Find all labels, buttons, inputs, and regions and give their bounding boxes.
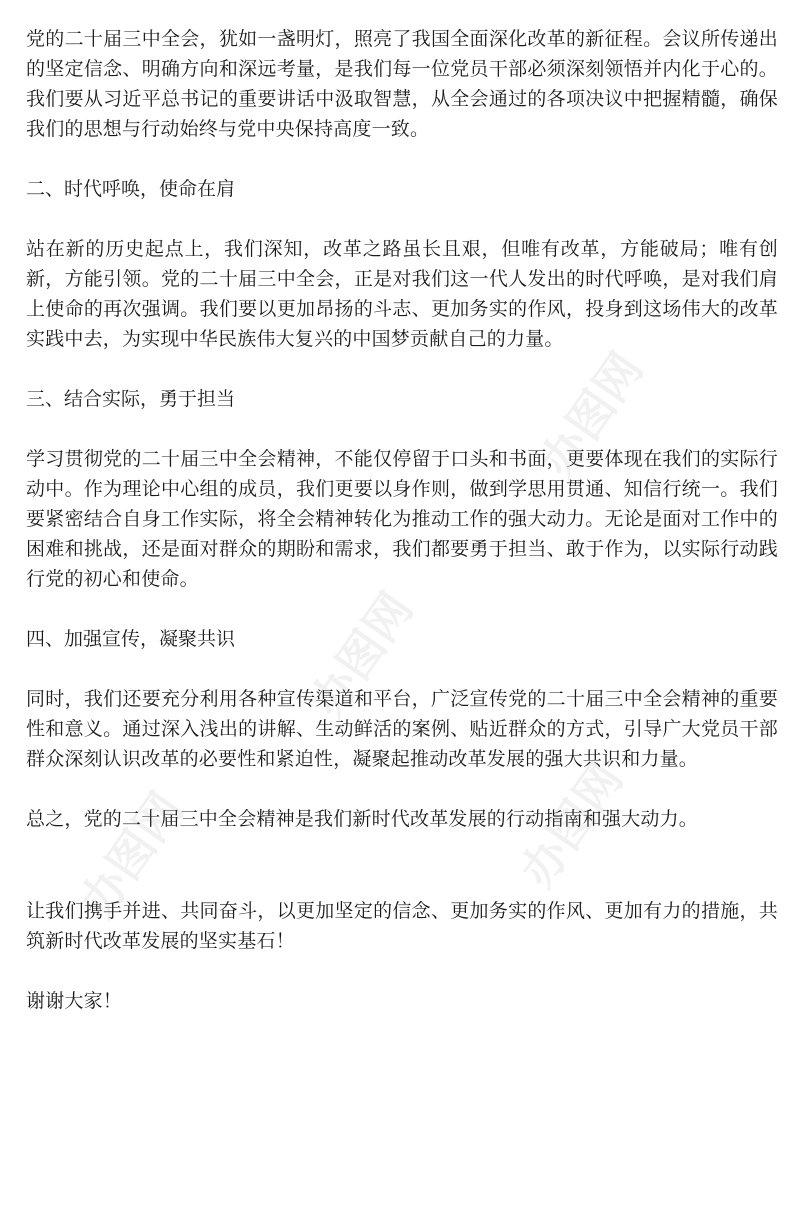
paragraph-closing: 让我们携手并进、共同奋斗，以更加坚定的信念、更加务实的作风、更加有力的措施，共筑新时代改革发展的坚实基石！	[26, 900, 778, 952]
paragraph-thanks: 谢谢大家！	[26, 990, 123, 1012]
paragraph-intro: 党的二十届三中全会，犹如一盏明灯，照亮了我国全面深化改革的新征程。会议所传递出的坚定信念、明确方向和深远考量，是我们每一位党员干部必须深刻领悟并内化于心的。我们要从习近平总书记的重要讲话中汲取智慧，从全会通过的各项决议中把握精髓，确保我们的思想与行动始终与党中央保持高度一致。	[26, 28, 778, 140]
section-heading-2: 二、时代呼唤，使命在肩	[26, 178, 236, 200]
document-body	[26, 24, 778, 1016]
watermark-text: 办图网	[529, 342, 654, 487]
watermark-text: 办图网	[299, 582, 424, 727]
paragraph-section-4: 同时，我们还要充分利用各种宣传渠道和平台，广泛宣传党的二十届三中全会精神的重要性和意义。通过深入浅出的讲解、生动鲜活的案例、贴近群众的方式，引导广大党员干部群众深刻认识改革的必要性和紧迫性，凝聚起推动改革发展的强大共识和力量。	[26, 688, 778, 770]
paragraph-section-3: 学习贯彻党的二十届三中全会精神，不能仅停留于口头和书面，更要体现在我们的实际行动中。作为理论中心组的成员，我们更要以身作则，做到学思用贯通、知信行统一。我们要紧密结合自身工作实际，将全会精神转化为推动工作的强大动力。无论是面对工作中的困难和挑战，还是面对群众的期盼和需求，我们都要勇于担当、敢于作为，以实际行动践行党的初心和使命。	[26, 448, 778, 590]
paragraph-section-2: 站在新的历史起点上，我们深知，改革之路虽长且艰，但唯有改革，方能破局；唯有创新，方能引领。党的二十届三中全会，正是对我们这一代人发出的时代呼唤，是对我们肩上使命的再次强调。我们要以更加昂扬的斗志、更加务实的作风，投身到这场伟大的改革实践中去，为实现中华民族伟大复兴的中国梦贡献自己的力量。	[26, 238, 778, 350]
paragraph-summary: 总之，党的二十届三中全会精神是我们新时代改革发展的行动指南和强大动力。	[26, 808, 699, 830]
section-heading-3: 三、结合实际，勇于担当	[26, 388, 236, 410]
section-heading-4: 四、加强宣传，凝聚共识	[26, 628, 236, 650]
watermark-text: 办图网	[509, 752, 634, 897]
watermark-text: 办图网	[69, 782, 194, 927]
